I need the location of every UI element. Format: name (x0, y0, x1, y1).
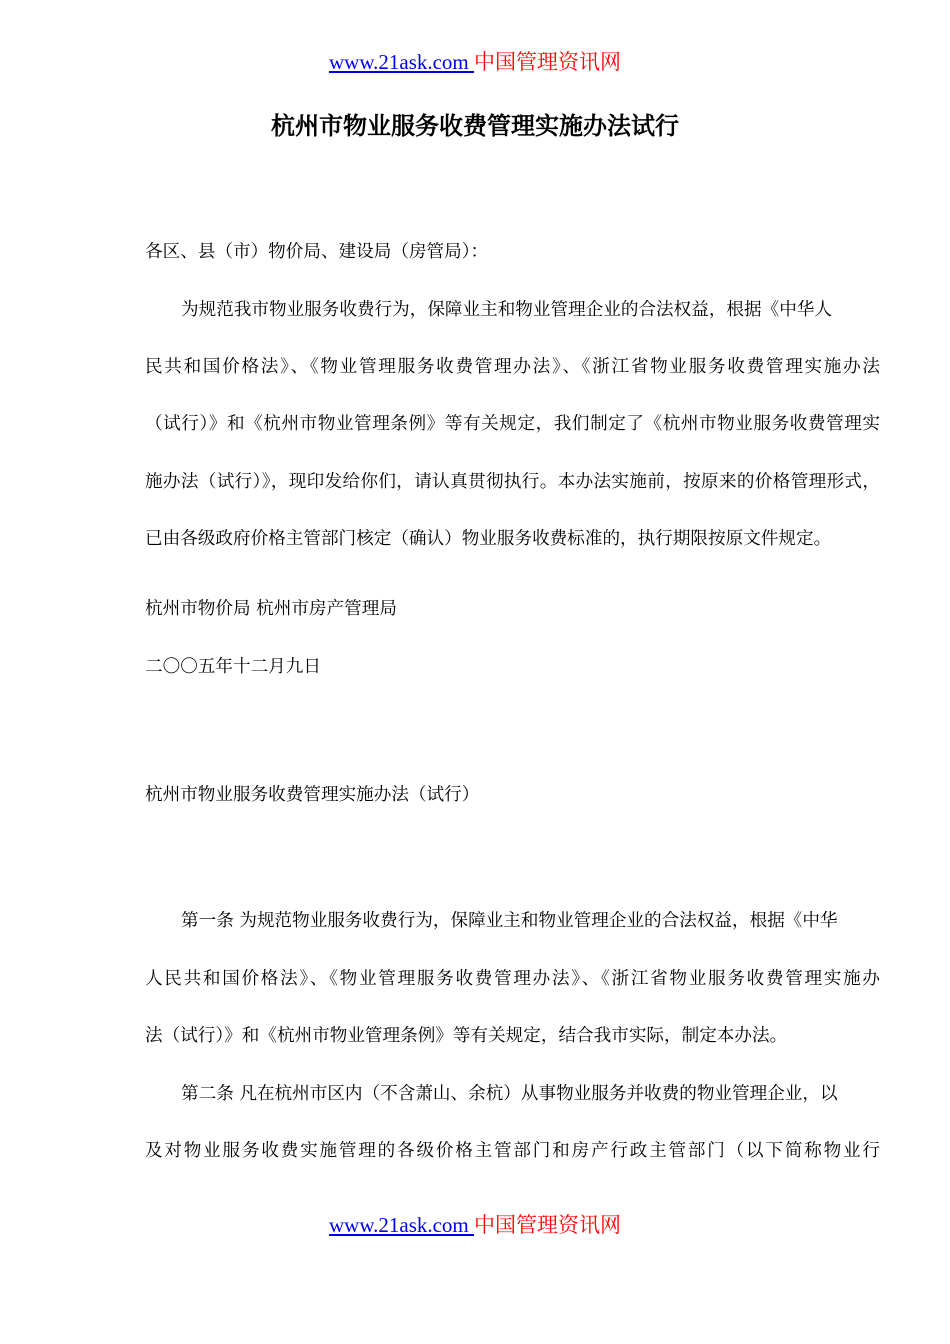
article-1-line: 法（试行）》和《杭州市物业管理条例》等有关规定，结合我市实际，制定本办法。 (145, 1026, 788, 1046)
signatory: 杭州市物价局 杭州市房产管理局 (145, 599, 397, 619)
article-1-line: 人民共和国价格法》、《物业管理服务收费管理办法》、《浙江省物业服务收费管理实施办 (145, 969, 880, 989)
article-2-line: 及对物业服务收费实施管理的各级价格主管部门和房产行政主管部门（以下简称物业行 (145, 1141, 880, 1161)
header-site-link[interactable]: www.21ask.com (328, 50, 475, 74)
notice-line: 为规范我市物业服务收费行为，保障业主和物业管理企业的合法权益，根据《中华人 (181, 300, 832, 320)
notice-line: （试行）》和《杭州市物业管理条例》等有关规定，我们制定了《杭州市物业服务收费管理实 (145, 414, 880, 434)
footer-site-link[interactable]: www.21ask.com (328, 1213, 475, 1237)
notice-line: 施办法（试行）》，现印发给你们，请认真贯彻执行。本办法实施前，按原来的价格管理形式， (145, 472, 880, 492)
regulation-subtitle: 杭州市物业服务收费管理实施办法（试行） (145, 785, 480, 805)
salutation: 各区、县（市）物价局、建设局（房管局）： (145, 242, 489, 262)
notice-line: 民共和国价格法》、《物业管理服务收费管理办法》、《浙江省物业服务收费管理实施办法 (145, 357, 880, 377)
issue-date: 二〇〇五年十二月九日 (145, 657, 321, 677)
notice-line: 已由各级政府价格主管部门核定（确认）物业服务收费标准的，执行期限按原文件规定。 (145, 529, 832, 549)
article-1-line: 第一条 为规范物业服务收费行为，保障业主和物业管理企业的合法权益，根据《中华 (181, 911, 838, 931)
header-site-name: 中国管理资讯网 (474, 50, 622, 74)
article-2-line: 第二条 凡在杭州市区内（不含萧山、余杭）从事物业服务并收费的物业管理企业，以 (181, 1084, 838, 1104)
footer-site-name: 中国管理资讯网 (474, 1213, 622, 1237)
page-footer (0, 1209, 950, 1239)
page-header (0, 46, 950, 76)
document-title: 杭州市物业服务收费管理实施办法试行 (271, 112, 679, 140)
